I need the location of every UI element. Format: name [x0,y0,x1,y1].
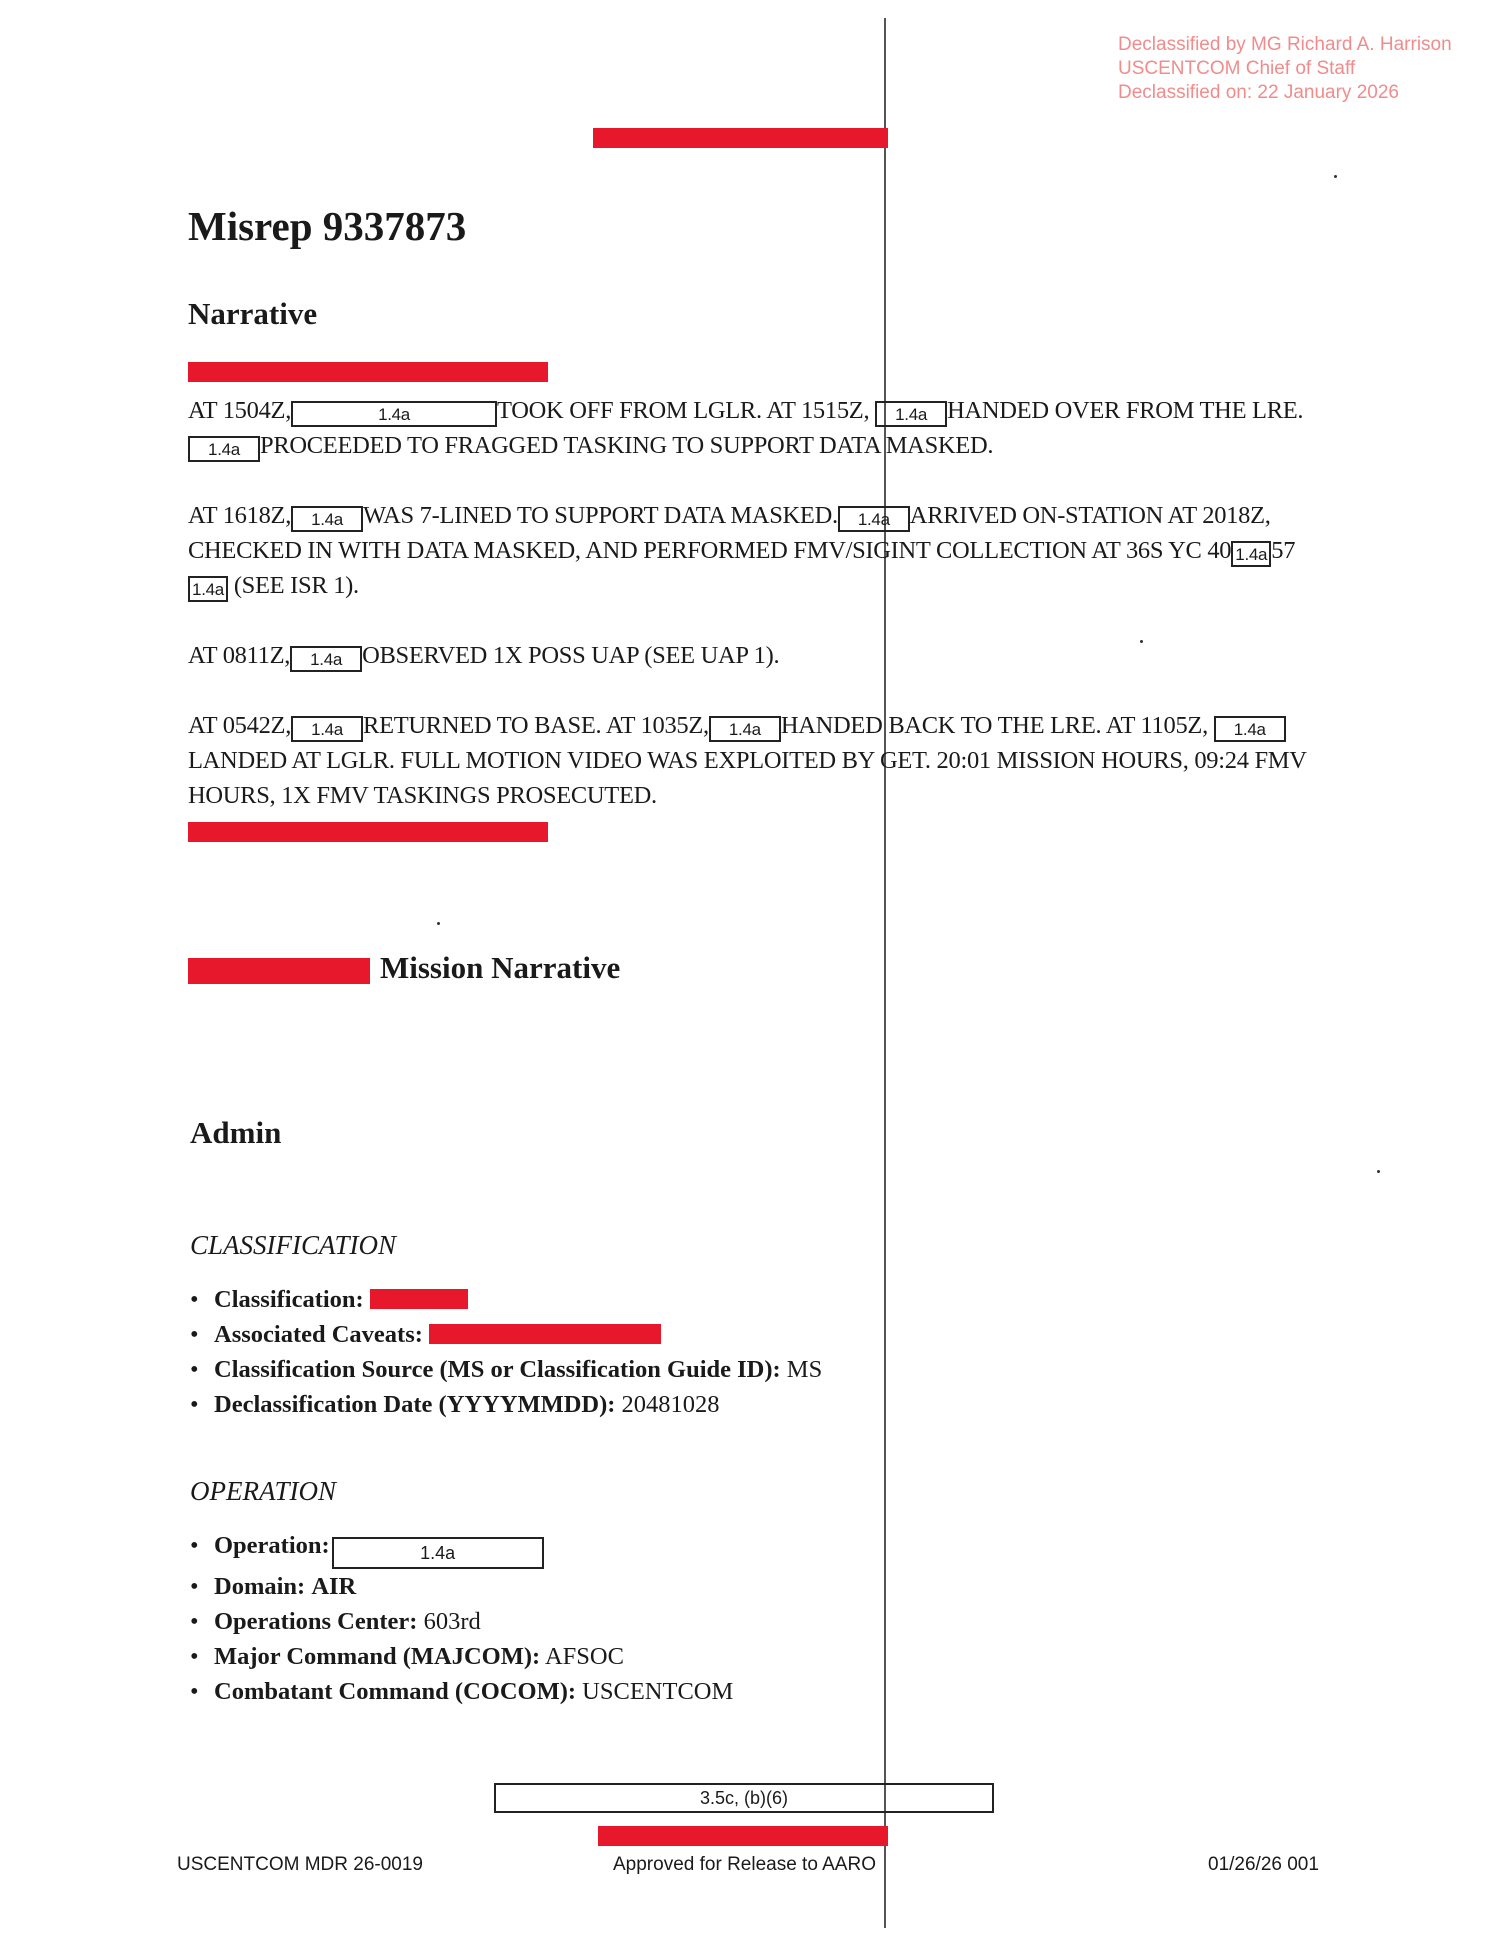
redaction-box: 1.4a [291,716,363,742]
scan-speck [1140,640,1143,643]
stamp-line-3: Declassified on: 22 January 2026 [1118,82,1399,103]
operation-heading: OPERATION [190,1476,336,1506]
declassification-stamp [1118,33,1452,105]
narrative-heading: Narrative [188,296,318,331]
stamp-line-2: USCENTCOM Chief of Staff [1118,58,1356,79]
redaction-bar [429,1324,661,1344]
list-item: • Classification Source (MS or Classification Guide ID): MS [188,1352,822,1387]
stamp-line-1: Declassified by MG Richard A. Harrison [1118,34,1452,55]
redaction-bar-bottom [598,1826,888,1846]
narrative-paragraph-4: AT 0542Z, 1.4a RETURNED TO BASE. AT 1035Z, 1.4a HANDED BACK TO THE LRE. AT 1105Z, 1.4a LANDED AT LGLR. FULL MOTION VIDEO WAS EXPLOITED BY GET. 20:01 MISSION HOURS, 09:24 FMV HOURS, 1X FMV TASKINGS PROSECUTED. [188,712,1307,809]
redaction-box: 1.4a [875,401,947,427]
scan-speck [437,922,440,925]
redaction-box-bottom: 3.5c, (b)(6) [494,1783,994,1813]
classification-heading: CLASSIFICATION [190,1230,397,1260]
redaction-box: 1.4a [188,576,228,602]
redaction-box: 1.4a [838,506,910,532]
operation-list [188,1528,733,1709]
list-item: • Operations Center: 603rd [188,1604,733,1639]
list-item: • Combatant Command (COCOM): USCENTCOM [188,1674,733,1709]
redaction-box: 1.4a [291,401,497,427]
redaction-bar-top [593,128,888,148]
list-item: • Operation: 1.4a [188,1528,733,1569]
redaction-bar-classification-1 [188,362,548,382]
redaction-box: 1.4a [1214,716,1286,742]
list-item: • Major Command (MAJCOM): AFSOC [188,1639,733,1674]
redaction-box: 1.4a [290,646,362,672]
redaction-box: 1.4a [1231,541,1271,567]
scan-speck [1377,1170,1380,1173]
list-item: • Declassification Date (YYYYMMDD): 20481028 [188,1387,822,1422]
redaction-box: 1.4a [709,716,781,742]
mission-narrative-heading: Mission Narrative [380,950,621,985]
redaction-box: 1.4a [291,506,363,532]
footer-right: 01/26/26 001 [1208,1854,1319,1875]
list-item: • Classification: [188,1282,822,1317]
scan-fold-line [884,18,886,1928]
list-item: • Associated Caveats: [188,1317,822,1352]
classification-list [188,1282,822,1422]
redaction-bar [370,1289,468,1309]
scan-speck [1334,175,1337,178]
list-item: • Domain: AIR [188,1569,733,1604]
redaction-box: 1.4a [188,436,260,462]
redaction-bar-classification-2 [188,822,548,842]
narrative-paragraph-2: AT 1618Z, 1.4a WAS 7-LINED TO SUPPORT DATA MASKED. 1.4a ARRIVED ON-STATION AT 2018Z, CHECKED IN WITH DATA MASKED, AND PERFORMED FMV/SIGINT COLLECTION AT 36S YC 40 1.4a 571.4a (SEE ISR 1). [188,498,1318,603]
admin-heading: Admin [190,1115,282,1150]
page-title: Misrep 9337873 [188,203,467,249]
footer-center: Approved for Release to AARO [613,1854,876,1875]
footer-left: USCENTCOM MDR 26-0019 [177,1854,423,1875]
narrative-paragraph-1: AT 1504Z, 1.4a TOOK OFF FROM LGLR. AT 1515Z, 1.4a HANDED OVER FROM THE LRE. 1.4a PROCEEDED TO FRAGGED TASKING TO SUPPORT DATA MASKED. [188,393,1318,463]
narrative-paragraph-3: AT 0811Z, 1.4a OBSERVED 1X POSS UAP (SEE UAP 1). [188,638,1318,673]
redaction-bar-mission-narrative [188,958,370,984]
redaction-box: 1.4a [332,1537,544,1569]
